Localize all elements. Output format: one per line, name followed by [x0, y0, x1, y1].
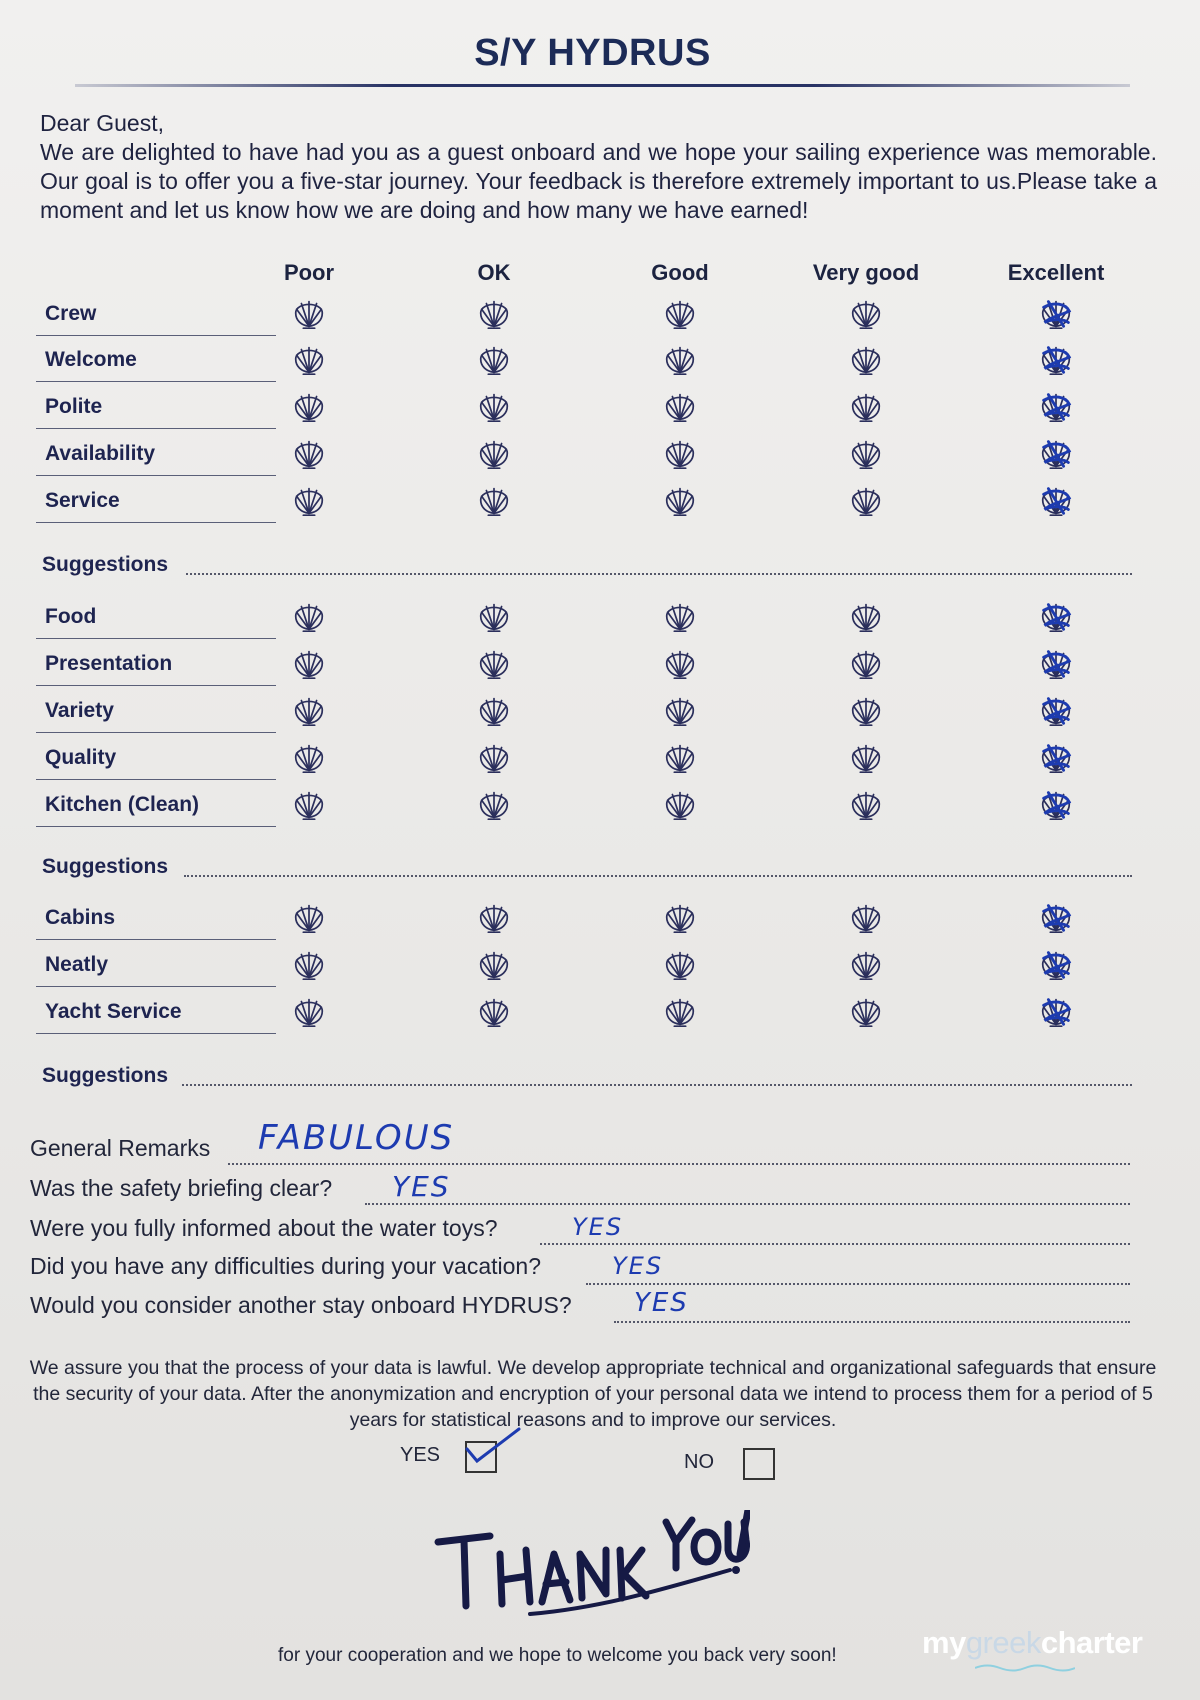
shell-rating-icon-selected[interactable]: [1037, 785, 1075, 823]
row-underline: [36, 685, 276, 686]
row-underline: [36, 475, 276, 476]
shell-rating-icon[interactable]: [290, 738, 328, 776]
shell-rating-icon-selected[interactable]: [1037, 340, 1075, 378]
handwritten-answer: YES: [634, 1288, 689, 1318]
answer-line: [228, 1163, 1130, 1165]
shell-rating-icon[interactable]: [661, 387, 699, 425]
shell-rating-icon[interactable]: [290, 644, 328, 682]
shell-rating-icon-selected[interactable]: [1037, 597, 1075, 635]
shell-rating-icon[interactable]: [847, 387, 885, 425]
consent-no-label: NO: [684, 1451, 714, 1473]
closing-footer: for your cooperation and we hope to welcome you back very soon!: [278, 1645, 837, 1666]
shell-rating-icon[interactable]: [661, 597, 699, 635]
brand-watermark: [922, 1625, 1142, 1661]
shell-rating-icon-selected[interactable]: [1037, 738, 1075, 776]
shell-rating-icon[interactable]: [290, 945, 328, 983]
shell-rating-icon[interactable]: [290, 481, 328, 519]
row-underline: [36, 522, 276, 523]
column-very-good: Very good: [812, 260, 920, 285]
shell-rating-icon[interactable]: [290, 387, 328, 425]
shell-rating-icon[interactable]: [661, 691, 699, 729]
shell-rating-icon[interactable]: [290, 785, 328, 823]
row-underline: [36, 986, 276, 987]
question-label: Were you fully informed about the water toys?: [30, 1215, 498, 1241]
handwritten-answer: FABULOUS: [258, 1118, 455, 1158]
rating-row-label: Polite: [45, 395, 103, 418]
shell-rating-icon[interactable]: [661, 294, 699, 332]
answer-line: [365, 1203, 1130, 1205]
row-underline: [36, 732, 276, 733]
shell-rating-icon-selected[interactable]: [1037, 691, 1075, 729]
rating-row-label: Availability: [45, 442, 156, 465]
rating-row-label: Neatly: [45, 953, 109, 976]
shell-rating-icon-selected[interactable]: [1037, 434, 1075, 472]
column-good: Good: [651, 260, 709, 285]
answer-line: [540, 1243, 1130, 1245]
shell-rating-icon[interactable]: [661, 644, 699, 682]
shell-rating-icon[interactable]: [475, 294, 513, 332]
question-label: Would you consider another stay onboard HYDRUS?: [30, 1292, 572, 1318]
question-label: General Remarks: [30, 1135, 211, 1161]
shell-rating-icon-selected[interactable]: [1037, 387, 1075, 425]
handwritten-answer: YES: [572, 1213, 624, 1241]
shell-rating-icon[interactable]: [290, 691, 328, 729]
shell-rating-icon-selected[interactable]: [1037, 644, 1075, 682]
suggestions-input-line[interactable]: [182, 1084, 1132, 1086]
rating-row-label: Crew: [45, 302, 97, 325]
shell-rating-icon[interactable]: [847, 992, 885, 1030]
column-poor: Poor: [283, 260, 335, 285]
checkmark-icon: [463, 1427, 523, 1467]
privacy-statement: We assure you that the process of your data is lawful. We develop appropriate technical and organizational safeguards that ensure the security of your data. After the anonymization and encryption of your personal data we intend to process them for a period of 5 years for statistical reasons and to improve our services.: [29, 1357, 1157, 1431]
rating-row-label: Variety: [45, 699, 114, 722]
thank-you-lettering: [430, 1510, 750, 1620]
shell-rating-icon[interactable]: [475, 898, 513, 936]
row-underline: [36, 779, 276, 780]
shell-rating-icon[interactable]: [847, 481, 885, 519]
shell-rating-icon[interactable]: [661, 434, 699, 472]
question-label: Was the safety briefing clear?: [30, 1175, 333, 1201]
rating-row-label: Cabins: [45, 906, 116, 929]
brand-part-greek: greek: [965, 1625, 1041, 1660]
brand-wave-icon: [975, 1663, 1075, 1673]
shell-rating-icon[interactable]: [475, 992, 513, 1030]
shell-rating-icon[interactable]: [475, 597, 513, 635]
shell-rating-icon[interactable]: [475, 644, 513, 682]
shell-rating-icon[interactable]: [290, 294, 328, 332]
shell-rating-icon[interactable]: [661, 785, 699, 823]
rating-row-label: Kitchen (Clean): [45, 793, 200, 816]
shell-rating-icon[interactable]: [847, 644, 885, 682]
shell-rating-icon[interactable]: [475, 738, 513, 776]
rating-row-label: Yacht Service: [45, 1000, 182, 1023]
shell-rating-icon-selected[interactable]: [1037, 992, 1075, 1030]
rating-row-label: Presentation: [45, 652, 173, 675]
shell-rating-icon[interactable]: [290, 597, 328, 635]
shell-rating-icon[interactable]: [847, 945, 885, 983]
shell-rating-icon[interactable]: [661, 340, 699, 378]
suggestions-label: Suggestions: [42, 855, 169, 878]
row-underline: [36, 335, 276, 336]
rating-row-label: Service: [45, 489, 120, 512]
shell-rating-icon[interactable]: [290, 992, 328, 1030]
column-excellent: Excellent: [1007, 260, 1105, 285]
shell-rating-icon[interactable]: [661, 738, 699, 776]
shell-rating-icon[interactable]: [847, 738, 885, 776]
row-underline: [36, 381, 276, 382]
row-underline: [36, 428, 276, 429]
shell-rating-icon[interactable]: [661, 481, 699, 519]
shell-rating-icon[interactable]: [475, 340, 513, 378]
answer-line: [586, 1283, 1130, 1285]
shell-rating-icon[interactable]: [290, 434, 328, 472]
shell-rating-icon[interactable]: [475, 691, 513, 729]
shell-rating-icon[interactable]: [847, 294, 885, 332]
row-underline: [36, 638, 276, 639]
suggestions-label: Suggestions: [42, 553, 169, 576]
shell-rating-icon[interactable]: [847, 434, 885, 472]
shell-rating-icon[interactable]: [475, 945, 513, 983]
answer-line: [614, 1321, 1130, 1323]
shell-rating-icon-selected[interactable]: [1037, 945, 1075, 983]
shell-rating-icon[interactable]: [847, 898, 885, 936]
shell-rating-icon[interactable]: [475, 785, 513, 823]
rating-row-label: Food: [45, 605, 97, 628]
shell-rating-icon[interactable]: [847, 340, 885, 378]
form-title: S/Y HYDRUS: [474, 32, 711, 74]
title-divider: [75, 84, 1130, 87]
shell-rating-icon[interactable]: [290, 340, 328, 378]
intro-paragraph: We are delighted to have had you as a guest onboard and we hope your sailing experience was memorable. Our goal is to offer you a five-star journey. Your feedback is therefore extremely important to us.Please take a moment and let us know how we are doing and how many we have earned!: [40, 139, 1157, 223]
shell-rating-icon-selected[interactable]: [1037, 898, 1075, 936]
shell-rating-icon[interactable]: [475, 481, 513, 519]
consent-yes-label: YES: [400, 1444, 441, 1466]
consent-no-checkbox[interactable]: [743, 1448, 775, 1480]
row-underline: [36, 826, 276, 827]
shell-rating-icon[interactable]: [847, 597, 885, 635]
suggestions-input-line[interactable]: [184, 875, 1132, 877]
brand-part-my: my: [922, 1625, 966, 1660]
handwritten-answer: YES: [612, 1252, 664, 1280]
shell-rating-icon[interactable]: [475, 434, 513, 472]
brand-part-charter: charter: [1040, 1625, 1143, 1660]
greeting: Dear Guest,: [40, 110, 164, 136]
column-ok: OK: [477, 260, 511, 285]
shell-rating-icon[interactable]: [290, 898, 328, 936]
suggestions-label: Suggestions: [42, 1064, 169, 1087]
row-underline: [36, 939, 276, 940]
suggestions-input-line[interactable]: [186, 573, 1132, 575]
shell-rating-icon-selected[interactable]: [1037, 294, 1075, 332]
shell-rating-icon[interactable]: [847, 785, 885, 823]
shell-rating-icon-selected[interactable]: [1037, 481, 1075, 519]
shell-rating-icon[interactable]: [661, 945, 699, 983]
shell-rating-icon[interactable]: [475, 387, 513, 425]
rating-row-label: Quality: [45, 746, 117, 769]
shell-rating-icon[interactable]: [661, 992, 699, 1030]
thank-you-handwritten: [430, 1510, 750, 1625]
question-label: Did you have any difficulties during your vacation?: [30, 1253, 541, 1279]
rating-row-label: Welcome: [45, 348, 137, 371]
consent-yes-checkbox[interactable]: [465, 1441, 497, 1473]
shell-rating-icon[interactable]: [847, 691, 885, 729]
row-underline: [36, 1033, 276, 1034]
shell-rating-icon[interactable]: [661, 898, 699, 936]
handwritten-answer: YES: [392, 1170, 451, 1203]
